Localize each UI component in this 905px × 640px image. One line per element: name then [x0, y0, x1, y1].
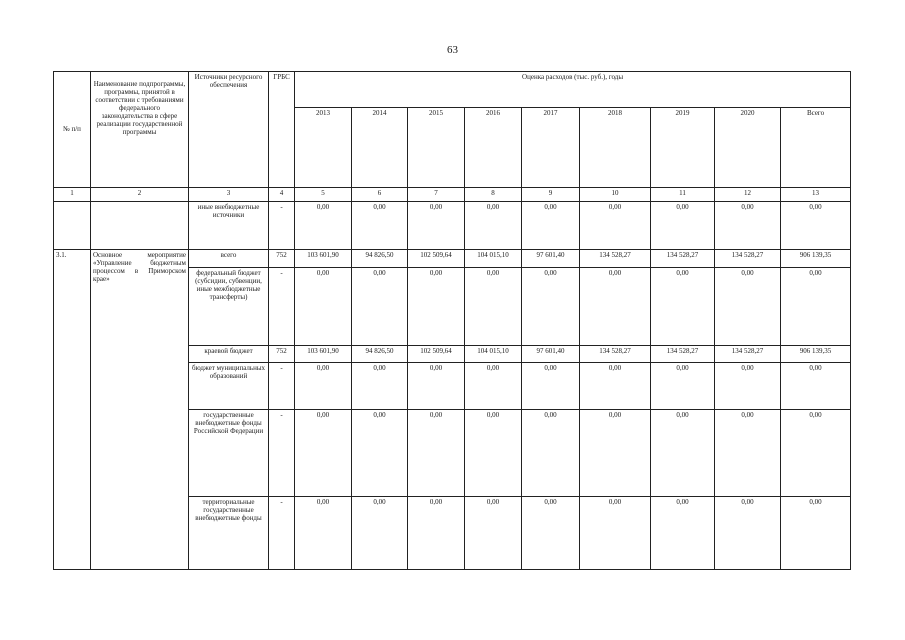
index-row	[54, 188, 851, 202]
index-cell: 8	[465, 188, 522, 202]
value-cell: 0,00	[580, 497, 651, 570]
index-cell: 9	[522, 188, 580, 202]
value-cell: 102 509,64	[408, 250, 465, 268]
value-cell: 0,00	[651, 268, 715, 346]
source-cell: краевой бюджет	[189, 346, 269, 363]
source-cell: государственные внебюджетные фонды Российской Федерации	[189, 410, 269, 497]
year-cell: 2015	[408, 108, 465, 188]
value-cell: 0,00	[715, 202, 781, 250]
value-cell: 0,00	[715, 410, 781, 497]
value-cell: 0,00	[352, 497, 408, 570]
year-cell: 2017	[522, 108, 580, 188]
value-cell: 134 528,27	[651, 346, 715, 363]
grbs-cell: -	[269, 268, 295, 346]
value-cell: 0,00	[352, 202, 408, 250]
name-cell: Основное мероприятие «Управление бюджетным процессом в Приморском крае»	[91, 250, 189, 570]
header-source: Источники ресурсного обеспечения	[189, 72, 269, 188]
source-cell: иные внебюджетные источники	[189, 202, 269, 250]
grbs-cell: -	[269, 363, 295, 410]
value-cell: 0,00	[522, 410, 580, 497]
value-cell: 0,00	[781, 497, 851, 570]
value-cell: 0,00	[522, 497, 580, 570]
source-cell: территориальные государственные внебюджетные фонды	[189, 497, 269, 570]
page-number: 63	[447, 44, 458, 56]
value-cell: 0,00	[465, 268, 522, 346]
value-cell: 0,00	[465, 410, 522, 497]
value-cell: 0,00	[408, 363, 465, 410]
header-name: Наименование подпрограммы, программы, принятой в соответствии с требованиями федерального законодательства в сфере реализации государственной программы	[91, 72, 189, 188]
index-cell: 6	[352, 188, 408, 202]
value-cell: 0,00	[781, 202, 851, 250]
value-cell: 0,00	[781, 410, 851, 497]
index-cell: 5	[295, 188, 352, 202]
value-cell: 0,00	[715, 268, 781, 346]
value-cell: 0,00	[408, 410, 465, 497]
value-cell: 97 601,40	[522, 346, 580, 363]
value-cell: 0,00	[408, 202, 465, 250]
table-row	[54, 250, 851, 268]
year-cell: 2016	[465, 108, 522, 188]
value-cell: 94 826,50	[352, 346, 408, 363]
value-cell: 0,00	[522, 363, 580, 410]
index-cell: 13	[781, 188, 851, 202]
value-cell: 0,00	[715, 497, 781, 570]
index-cell: 4	[269, 188, 295, 202]
value-cell: 0,00	[295, 410, 352, 497]
value-cell: 0,00	[352, 363, 408, 410]
index-cell: 1	[54, 188, 91, 202]
value-cell: 104 015,10	[465, 250, 522, 268]
grbs-cell: -	[269, 202, 295, 250]
grbs-cell: -	[269, 497, 295, 570]
budget-table	[53, 71, 851, 570]
year-cell: 2018	[580, 108, 651, 188]
value-cell: 0,00	[651, 363, 715, 410]
value-cell: 0,00	[295, 363, 352, 410]
header-grbs: ГРБС	[269, 72, 295, 188]
value-cell: 94 826,50	[352, 250, 408, 268]
value-cell: 0,00	[580, 202, 651, 250]
grbs-cell: -	[269, 410, 295, 497]
value-cell: 0,00	[580, 363, 651, 410]
num-cell: 3.1.	[54, 250, 91, 570]
grbs-cell: 752	[269, 346, 295, 363]
value-cell: 0,00	[465, 363, 522, 410]
value-cell: 0,00	[522, 268, 580, 346]
value-cell: 104 015,10	[465, 346, 522, 363]
year-cell: 2019	[651, 108, 715, 188]
header-estimate: Оценка расходов (тыс. руб.), годы	[295, 72, 851, 108]
index-cell: 10	[580, 188, 651, 202]
value-cell: 0,00	[781, 268, 851, 346]
value-cell: 134 528,27	[715, 250, 781, 268]
value-cell: 103 601,90	[295, 250, 352, 268]
value-cell: 103 601,90	[295, 346, 352, 363]
value-cell: 906 139,35	[781, 346, 851, 363]
value-cell: 0,00	[408, 497, 465, 570]
value-cell: 906 139,35	[781, 250, 851, 268]
value-cell: 0,00	[781, 363, 851, 410]
value-cell: 134 528,27	[580, 250, 651, 268]
header-row-1	[54, 72, 851, 108]
source-cell: всего	[189, 250, 269, 268]
value-cell: 134 528,27	[715, 346, 781, 363]
year-cell: 2014	[352, 108, 408, 188]
value-cell: 0,00	[651, 410, 715, 497]
header-num: № п/п	[54, 72, 91, 188]
value-cell: 0,00	[651, 202, 715, 250]
index-cell: 7	[408, 188, 465, 202]
year-cell: 2013	[295, 108, 352, 188]
value-cell: 0,00	[580, 268, 651, 346]
value-cell: 0,00	[715, 363, 781, 410]
value-cell: 134 528,27	[580, 346, 651, 363]
value-cell: 0,00	[651, 497, 715, 570]
value-cell: 0,00	[352, 268, 408, 346]
value-cell: 0,00	[465, 202, 522, 250]
name-cell	[91, 202, 189, 250]
index-cell: 2	[91, 188, 189, 202]
num-cell	[54, 202, 91, 250]
value-cell: 0,00	[295, 202, 352, 250]
year-cell: Всего	[781, 108, 851, 188]
value-cell: 102 509,64	[408, 346, 465, 363]
year-cell: 2020	[715, 108, 781, 188]
source-cell: федеральный бюджет (субсидии, субвенции, иные межбюджетные трансферты)	[189, 268, 269, 346]
grbs-cell: 752	[269, 250, 295, 268]
value-cell: 134 528,27	[651, 250, 715, 268]
source-cell: бюджет муниципальных образований	[189, 363, 269, 410]
index-cell: 11	[651, 188, 715, 202]
value-cell: 0,00	[408, 268, 465, 346]
table-row	[54, 202, 851, 250]
value-cell: 0,00	[295, 268, 352, 346]
value-cell: 97 601,40	[522, 250, 580, 268]
value-cell: 0,00	[352, 410, 408, 497]
value-cell: 0,00	[295, 497, 352, 570]
value-cell: 0,00	[522, 202, 580, 250]
value-cell: 0,00	[465, 497, 522, 570]
index-cell: 3	[189, 188, 269, 202]
value-cell: 0,00	[580, 410, 651, 497]
index-cell: 12	[715, 188, 781, 202]
